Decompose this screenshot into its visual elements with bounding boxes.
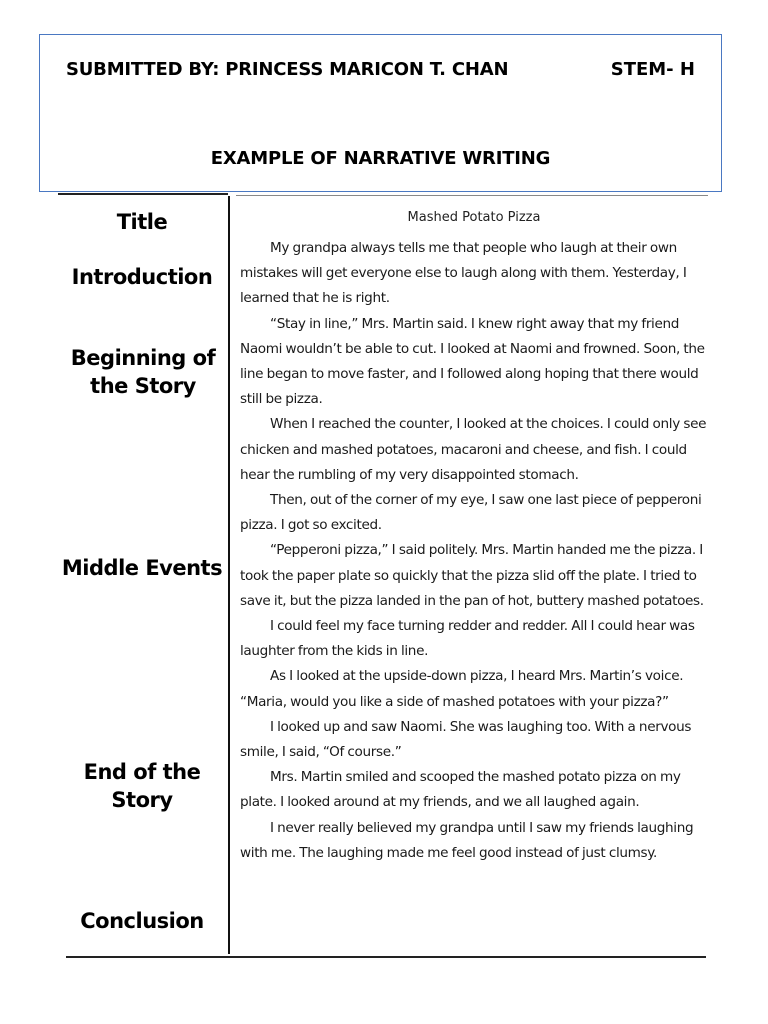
top-rule-right bbox=[236, 195, 708, 196]
narrative-example-scan bbox=[58, 192, 708, 972]
section-label-conclusion: Conclusion bbox=[80, 909, 204, 933]
document-heading: EXAMPLE OF NARRATIVE WRITING bbox=[210, 148, 551, 169]
bottom-rule bbox=[66, 956, 706, 958]
story-paragraph: I could feel my face turning redder and redder. All I could hear was laughter from the kids in line. bbox=[240, 618, 695, 660]
section-label-introduction: Introduction bbox=[71, 265, 213, 289]
section-label-title: Title bbox=[116, 210, 168, 234]
strand-section: STEM- H bbox=[610, 59, 695, 80]
section-label-beginning: Beginning of the Story bbox=[70, 346, 216, 398]
story-paragraph: “Pepperoni pizza,” I said politely. Mrs. Martin handed me the pizza. I took the paper plate so quickly that the pizza slid off the plate. I tried to save it, but the pizza landed in the pan of hot, buttery mashed potatoes. bbox=[240, 542, 704, 609]
story-paragraph: Mrs. Martin smiled and scooped the mashed potato pizza on my plate. I looked around at my friends, and we all laughed again. bbox=[240, 769, 681, 811]
story-paragraph: Then, out of the corner of my eye, I saw one last piece of pepperoni pizza. I got so excited. bbox=[240, 492, 702, 534]
top-rule bbox=[58, 193, 228, 195]
story-title: Mashed Potato Pizza bbox=[407, 210, 541, 225]
column-divider bbox=[228, 196, 230, 954]
story-paragraph: As I looked at the upside-down pizza, I heard Mrs. Martin’s voice. “Maria, would you like a side of mashed potatoes with your pizza?” bbox=[240, 668, 684, 710]
story-paragraph: When I reached the counter, I looked at the choices. I could only see chicken and mashed potatoes, macaroni and cheese, and fish. I could hear the rumbling of my very disappointed stomach. bbox=[240, 416, 707, 483]
story-paragraph: “Stay in line,” Mrs. Martin said. I knew right away that my friend Naomi wouldn’t be able to cut. I looked at Naomi and frowned. Soon, the line began to move faster, and I followed along hoping that there would still be pizza. bbox=[240, 315, 705, 408]
header-box bbox=[39, 34, 722, 192]
story-paragraph: My grandpa always tells me that people who laugh at their own mistakes will get everyone else to laugh along with them. Yesterday, I learned that he is right. bbox=[240, 240, 687, 307]
submitted-by: SUBMITTED BY: PRINCESS MARICON T. CHAN bbox=[66, 59, 509, 80]
story-paragraph: I looked up and saw Naomi. She was laughing too. With a nervous smile, I said, “Of course.” bbox=[240, 718, 692, 761]
story-paragraph: I never really believed my grandpa until I saw my friends laughing with me. The laughing made me feel good instead of just clumsy. bbox=[240, 819, 694, 861]
story-body bbox=[240, 236, 710, 866]
section-label-end: End of the Story bbox=[83, 760, 201, 812]
section-label-middle: Middle Events bbox=[61, 556, 223, 580]
